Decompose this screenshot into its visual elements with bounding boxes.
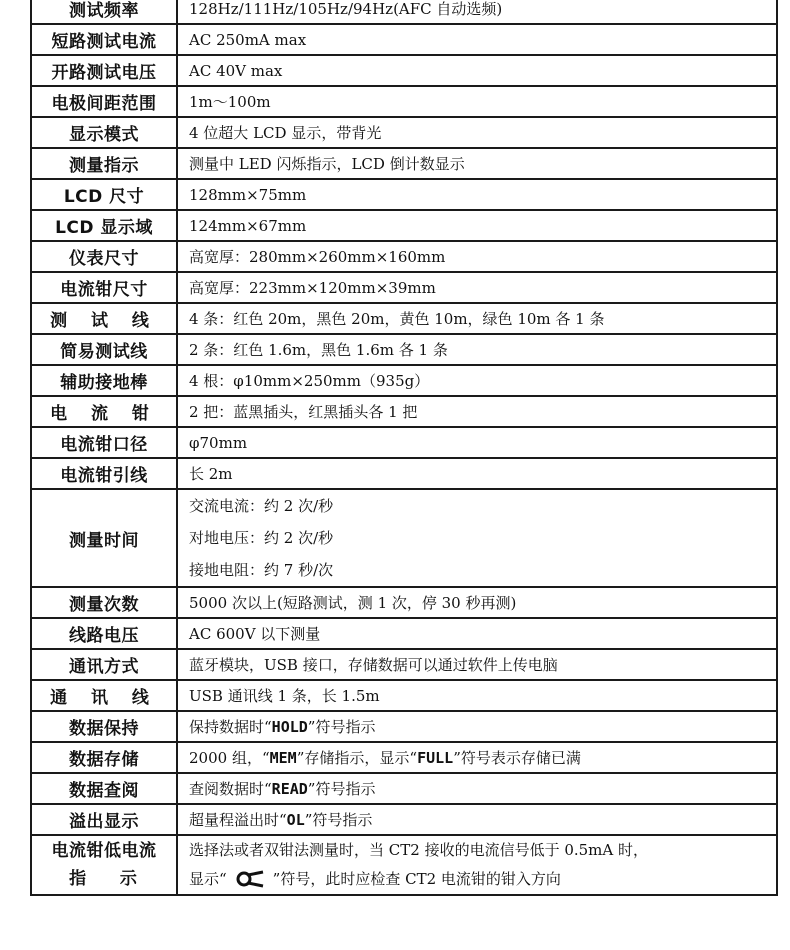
value-current-clamp: 2 把：蓝黑插头，红黑插头各 1 把 — [177, 396, 777, 427]
row-electrode-spacing — [31, 86, 777, 117]
row-lcd-display-area — [31, 210, 777, 241]
hold-text-post: ”符号指示 — [307, 718, 376, 736]
row-simple-test-leads — [31, 334, 777, 365]
low-current-line1: 选择法或者双钳法测量时，当 CT2 接收的电流信号低于 0.5mA 时， — [189, 841, 649, 859]
value-line-voltage: AC 600V 以下测量 — [177, 618, 777, 649]
value-lcd-display-area: 124mm×67mm — [177, 210, 777, 241]
label-line-voltage: 线路电压 — [31, 618, 177, 649]
value-data-review — [177, 773, 777, 804]
low-current-line2-pre: 显示“ — [189, 870, 227, 888]
row-data-hold — [31, 711, 777, 742]
full-symbol: FULL — [417, 749, 454, 767]
value-measure-count: 5000 次以上(短路测试，测 1 次，停 30 秒再测) — [177, 587, 777, 618]
value-open-circuit-voltage: AC 40V max — [177, 55, 777, 86]
value-overflow-display — [177, 804, 777, 835]
row-clamp-size — [31, 272, 777, 303]
row-clamp-low-current — [31, 835, 777, 895]
measure-time-line-ground-voltage: 对地电压：约 2 次/秒 — [189, 529, 334, 547]
row-comm-cable — [31, 680, 777, 711]
label-open-circuit-voltage: 开路测试电压 — [31, 55, 177, 86]
clamp-symbol-icon — [235, 870, 265, 888]
label-lcd-size: LCD 尺寸 — [31, 179, 177, 210]
label-simple-test-leads: 简易测试线 — [31, 334, 177, 365]
row-display-mode — [31, 117, 777, 148]
label-measure-count: 测量次数 — [31, 587, 177, 618]
label-display-mode: 显示模式 — [31, 117, 177, 148]
value-comm-cable: USB 通讯线 1 条，长 1.5m — [177, 680, 777, 711]
row-clamp-lead — [31, 458, 777, 489]
value-measure-time — [177, 489, 777, 587]
value-clamp-size: 高宽厚：223mm×120mm×39mm — [177, 272, 777, 303]
label-test-leads: 测 试 线 — [31, 303, 177, 334]
row-overflow-display — [31, 804, 777, 835]
row-lcd-size — [31, 179, 777, 210]
row-data-review — [31, 773, 777, 804]
label-clamp-size: 电流钳尺寸 — [31, 272, 177, 303]
mem-symbol: MEM — [269, 749, 297, 767]
row-open-circuit-voltage — [31, 55, 777, 86]
row-meter-size — [31, 241, 777, 272]
read-text-pre: 查阅数据时“ — [189, 780, 272, 798]
label-data-hold: 数据保持 — [31, 711, 177, 742]
value-electrode-spacing: 1m～100m — [177, 86, 777, 117]
read-text-post: ”符号指示 — [307, 780, 376, 798]
value-short-circuit-current: AC 250mA max — [177, 24, 777, 55]
value-data-hold — [177, 711, 777, 742]
label-clamp-low-current-line1: 电流钳低电流 — [51, 841, 157, 861]
label-data-storage: 数据存储 — [31, 742, 177, 773]
label-aux-ground-rod: 辅助接地棒 — [31, 365, 177, 396]
ol-text-post: ”符号指示 — [304, 811, 373, 829]
label-data-review: 数据查阅 — [31, 773, 177, 804]
label-clamp-jaw-diameter: 电流钳口径 — [31, 427, 177, 458]
label-measure-indication: 测量指示 — [31, 148, 177, 179]
label-current-clamp: 电 流 钳 — [31, 396, 177, 427]
label-short-circuit-current: 短路测试电流 — [31, 24, 177, 55]
label-lcd-display-area: LCD 显示域 — [31, 210, 177, 241]
value-display-mode: 4 位超大 LCD 显示，带背光 — [177, 117, 777, 148]
label-overflow-display: 溢出显示 — [31, 804, 177, 835]
label-meter-size: 仪表尺寸 — [31, 241, 177, 272]
value-clamp-low-current — [177, 835, 777, 895]
value-simple-test-leads: 2 条：红色 1.6m，黑色 1.6m 各 1 条 — [177, 334, 777, 365]
value-meter-size: 高宽厚：280mm×260mm×160mm — [177, 241, 777, 272]
row-measure-count — [31, 587, 777, 618]
measure-time-line-ac-current: 交流电流：约 2 次/秒 — [189, 497, 334, 515]
value-test-frequency: 128Hz/111Hz/105Hz/94Hz(AFC 自动选频) — [177, 0, 777, 24]
value-data-storage — [177, 742, 777, 773]
value-lcd-size: 128mm×75mm — [177, 179, 777, 210]
row-test-leads — [31, 303, 777, 334]
row-short-circuit-current — [31, 24, 777, 55]
label-electrode-spacing: 电极间距范围 — [31, 86, 177, 117]
value-clamp-lead: 长 2m — [177, 458, 777, 489]
row-line-voltage — [31, 618, 777, 649]
label-clamp-low-current — [31, 835, 177, 895]
measure-time-line-ground-resistance: 接地电阻：约 7 秒/次 — [189, 561, 334, 579]
low-current-line2-post: ”符号，此时应检查 CT2 电流钳的钳入方向 — [272, 870, 561, 888]
row-measure-time — [31, 489, 777, 587]
ol-symbol: OL — [286, 811, 305, 829]
label-clamp-lead: 电流钳引线 — [31, 458, 177, 489]
row-current-clamp — [31, 396, 777, 427]
row-test-frequency — [31, 0, 777, 24]
hold-symbol: HOLD — [271, 718, 308, 736]
read-symbol: READ — [271, 780, 308, 798]
mem-text-mid: ”存储指示，显示“ — [296, 749, 418, 767]
value-test-leads: 4 条：红色 20m，黑色 20m，黄色 10m，绿色 10m 各 1 条 — [177, 303, 777, 334]
label-communication: 通讯方式 — [31, 649, 177, 680]
row-measure-indication — [31, 148, 777, 179]
row-clamp-jaw-diameter — [31, 427, 777, 458]
value-clamp-jaw-diameter: φ70mm — [177, 427, 777, 458]
label-measure-time: 测量时间 — [31, 489, 177, 587]
mem-text-pre: 2000 组，“ — [189, 749, 270, 767]
ol-text-pre: 超量程溢出时“ — [189, 811, 287, 829]
row-data-storage — [31, 742, 777, 773]
value-measure-indication: 测量中 LED 闪烁指示，LCD 倒计数显示 — [177, 148, 777, 179]
mem-text-post: ”符号表示存储已满 — [453, 749, 581, 767]
value-communication: 蓝牙模块，USB 接口，存储数据可以通过软件上传电脑 — [177, 649, 777, 680]
hold-text-pre: 保持数据时“ — [189, 718, 272, 736]
label-comm-cable: 通 讯 线 — [31, 680, 177, 711]
low-current-line2 — [189, 865, 776, 894]
label-clamp-low-current-line2: 指 示 — [69, 869, 139, 889]
row-communication — [31, 649, 777, 680]
label-test-frequency: 测试频率 — [31, 0, 177, 24]
spec-table — [30, 0, 778, 896]
row-aux-ground-rod — [31, 365, 777, 396]
value-aux-ground-rod: 4 根：φ10mm×250mm（935g） — [177, 365, 777, 396]
